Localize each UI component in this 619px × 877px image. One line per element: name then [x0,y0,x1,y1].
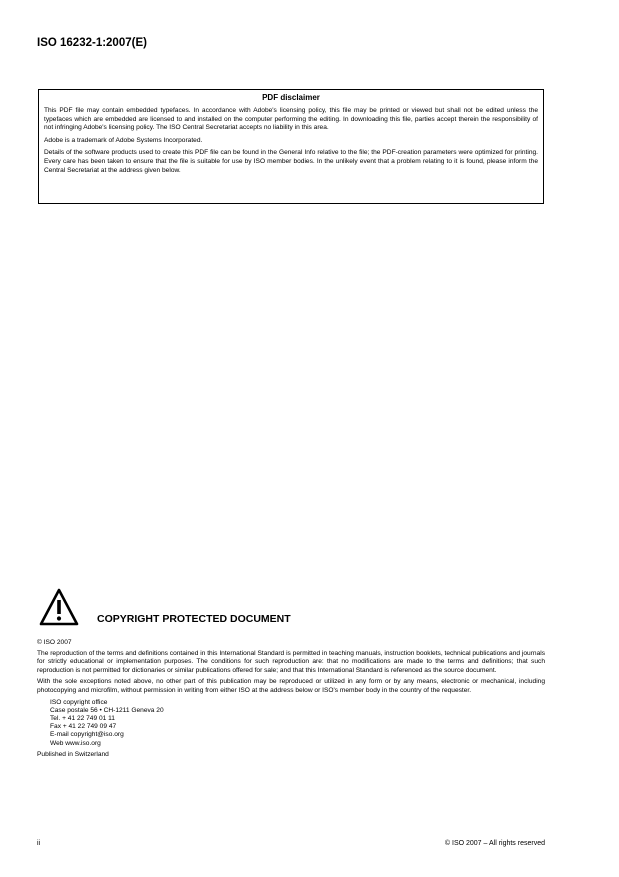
address-line: Web www.iso.org [50,739,101,747]
footer-rights: © ISO 2007 – All rights reserved [444,840,545,847]
page-number: ii [37,840,41,847]
copyright-notice [37,639,545,759]
address-line: Tel. + 41 22 749 01 11 [50,714,115,722]
address-line: ISO copyright office [50,698,108,706]
address-line: Case postale 56 • CH-1211 Geneva 20 [50,706,164,714]
copyright-heading: COPYRIGHT PROTECTED DOCUMENT [97,613,291,625]
standard-id: ISO 16232-1:2007(E) [37,37,147,49]
copyright-office-address [50,699,545,748]
published-location: Published in Switzerland [37,750,109,758]
copyright-paragraph: With the sole exceptions noted above, no other part of this publication may be reproduced or utilized in any form or by any means, electronic or mechanical, including photocopying and microfilm, without permission in writing from either ISO at the address below or ISO's member body in the country of the requester. [37,678,545,694]
copyright-paragraph: The reproduction of the terms and definitions contained in this International Standard is permitted in teaching manuals, instruction booklets, technical publications and journals for strictly educational or implementation purposes. The conditions for such reproduction are: that no modifications are made to the terms and definitions; that such reproduction is not permitted for dictionaries or similar publications offered for sale; and that this International Standard is referenced as the source document. [37,649,545,674]
pdf-disclaimer-box [38,89,544,204]
disclaimer-title: PDF disclaimer [262,93,320,102]
address-line: Fax + 41 22 749 09 47 [50,723,117,731]
disclaimer-paragraph: This PDF file may contain embedded typefaces. In accordance with Adobe's licensing policy, this file may be printed or viewed but shall not be edited unless the typefaces which are embedded are licensed to and installed on the computer performing the editing. In downloading this file, parties accept therein the responsibility of not infringing Adobe's licensing policy. The ISO Central Secretariat accepts no liability in this area. [44,107,538,132]
disclaimer-paragraph: Details of the software products used to create this PDF file can be found in the General Info relative to the file; the PDF-creation parameters were optimized for printing. Every care has been taken to ensure that the file is suitable for use by ISO member bodies. In the unlikely event that a problem relating to it is found, please inform the Central Secretariat at the address given below. [44,149,538,174]
warning-icon [38,587,80,627]
copyright-year: © ISO 2007 [37,639,72,646]
disclaimer-paragraph: Adobe is a trademark of Adobe Systems Incorporated. [44,136,203,144]
address-line: E-mail copyright@iso.org [50,731,124,739]
